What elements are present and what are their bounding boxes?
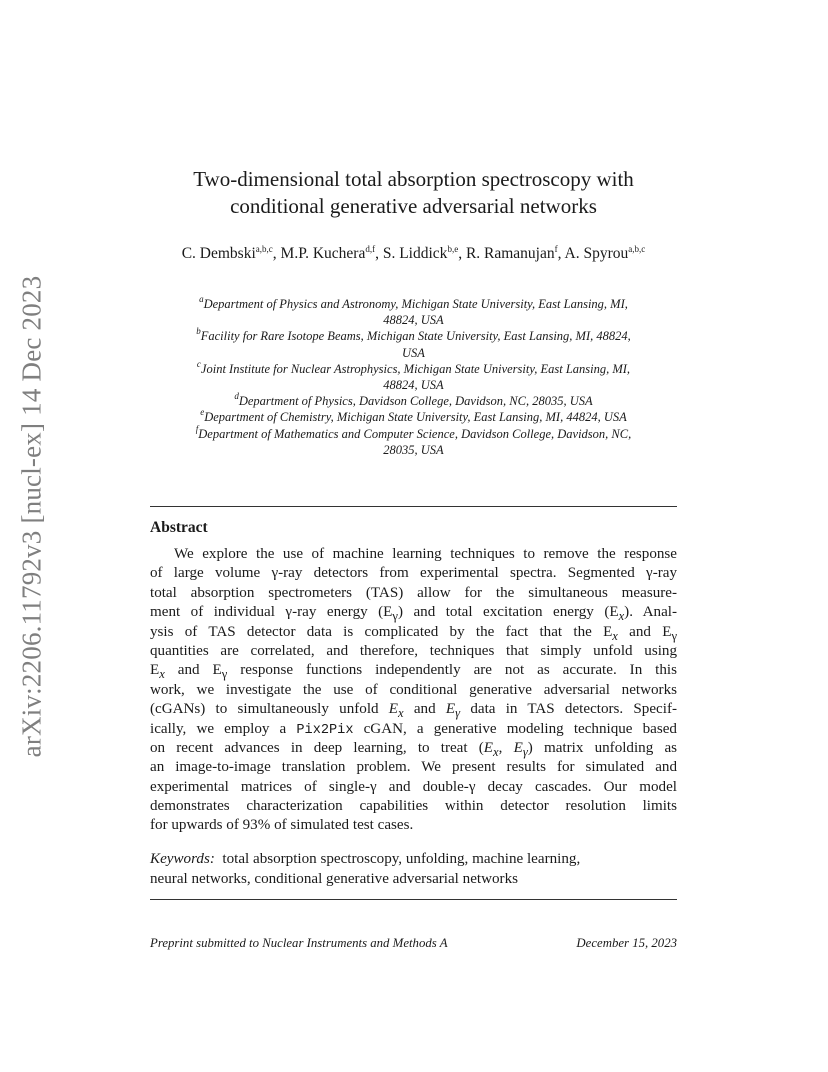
- author-name: S. Liddick: [382, 245, 448, 262]
- arxiv-stamp: [4, 275, 60, 757]
- abstract-line: quantities are correlated, and therefore, techniques that simply unfold using: [150, 642, 677, 659]
- title-line-2: conditional generative adversarial networks: [230, 194, 597, 218]
- author-affil-marks: a,b,c: [255, 244, 273, 254]
- abstract-line: $E_x$ and $E_\gamma$ response functions independently are not as accurate. In this: [150, 662, 677, 682]
- affiliation-text: Department of Mathematics and Computer Science, Davidson College, Davidson, NC,: [198, 426, 632, 441]
- affiliation-text: Department of Physics, Davidson College, Davidson, NC, 28035, USA: [238, 394, 593, 409]
- abstract-line: total absorption spectrometers (TAS) allow for the simultaneous measure-: [150, 584, 677, 601]
- arxiv-identifier: arXiv:2206.11792v3 [nucl-ex] 14 Dec 2023: [16, 275, 47, 757]
- title-line-1: Two-dimensional total absorption spectroscopy with: [193, 167, 634, 191]
- author-list: [150, 244, 677, 264]
- abstract-line: ysis of TAS detector data is complicated by the fact that the $E_x$ and $E_\gamma$: [150, 623, 677, 643]
- abstract-heading: Abstract: [150, 519, 208, 536]
- paper-first-page: [150, 0, 677, 1072]
- abstract-line: an image-to-image translation problem. We present results for simulated and: [150, 759, 677, 776]
- author-separator: ,: [458, 245, 466, 262]
- affiliation-text: Facility for Rare Isotope Beams, Michigan State University, East Lansing, MI, 48824,: [200, 329, 631, 344]
- abstract-line: ically, we employ a Pix2Pix cGAN, a generative modeling technique based: [150, 720, 677, 738]
- author-affil-marks: d,f: [365, 244, 376, 254]
- abstract-line: of large volume γ-ray detectors from experimental spectra. Segmented γ-ray: [150, 565, 677, 582]
- affiliation-key: c: [196, 358, 201, 369]
- keywords-block: [150, 849, 677, 889]
- affiliation-a: [150, 296, 677, 328]
- author-affil-marks: a,b,c: [628, 244, 646, 254]
- affiliation-text: Department of Chemistry, Michigan State University, East Lansing, MI, 44824, USA: [204, 410, 627, 425]
- affiliation-c: [150, 358, 677, 393]
- paper-title: [150, 166, 677, 220]
- affiliation-e: [150, 409, 677, 425]
- affiliation-f: [150, 423, 677, 458]
- author-name: M.P. Kuchera: [280, 245, 366, 262]
- affiliation-d: [150, 393, 677, 409]
- author-separator: ,: [272, 245, 281, 262]
- footer-date: December 15, 2023: [576, 936, 677, 950]
- abstract-line: demonstrates characterization capabilities within detector resolution limits: [150, 798, 677, 815]
- abstract-body: [150, 545, 677, 836]
- affiliation-key: f: [195, 423, 199, 434]
- affiliation-key: e: [200, 407, 205, 418]
- abstract-line: for upwards of 93% of simulated test cases.: [150, 817, 414, 834]
- abstract-top-rule: [150, 506, 677, 507]
- affiliation-text: Joint Institute for Nuclear Astrophysics, Michigan State University, East Lansing, MI,: [200, 361, 631, 376]
- page-footer: [150, 936, 677, 951]
- keywords-text: total absorption spectroscopy, unfolding, machine learning,: [222, 851, 581, 867]
- affiliation-key: d: [234, 391, 239, 402]
- affiliation-text: Department of Physics and Astronomy, Michigan State University, East Lansing, MI,: [203, 297, 628, 311]
- affiliation-key: b: [196, 326, 201, 337]
- author-separator: ,: [375, 245, 383, 262]
- abstract-line: (cGANs) to simultaneously unfold $E_x$ and $E_\gamma$ data in TAS detectors. Specif-: [150, 701, 677, 721]
- submission-note: Preprint submitted to Nuclear Instruments and Methods A: [150, 936, 448, 950]
- author-name: C. Dembski: [181, 245, 256, 262]
- abstract-line: on recent advances in deep learning, to treat ($E_x$, $E_\gamma$) matrix unfolding as: [150, 739, 678, 759]
- abstract-line: work, we investigate the use of conditional generative adversarial networks: [150, 681, 677, 698]
- affiliation-text: 48824, USA: [383, 313, 444, 328]
- author-separator: ,: [557, 245, 565, 262]
- affiliation-b: [150, 328, 677, 360]
- affiliation-text: USA: [402, 345, 425, 360]
- abstract-line: experimental matrices of single-γ and double-γ decay cascades. Our model: [150, 778, 677, 795]
- author-name: A. Spyrou: [564, 245, 629, 262]
- affiliation-list: [150, 296, 677, 458]
- keywords-text: neural networks, conditional generative adversarial networks: [150, 871, 518, 887]
- abstract-bottom-rule: [150, 899, 677, 900]
- affiliation-key: a: [199, 294, 204, 304]
- abstract-line: ment of individual γ-ray energy $(E_\gamma)$ and total excitation energy $(E_x)$. Anal-: [150, 604, 677, 624]
- author-name: R. Ramanujan: [465, 245, 555, 262]
- affiliation-text: 28035, USA: [383, 442, 444, 457]
- author-affil-marks: b,e: [447, 244, 459, 254]
- affiliation-text: 48824, USA: [383, 378, 444, 393]
- author-affil-marks: f: [554, 244, 558, 254]
- abstract-line: We explore the use of machine learning techniques to remove the response: [174, 546, 677, 562]
- keywords-label: Keywords:: [150, 851, 215, 867]
